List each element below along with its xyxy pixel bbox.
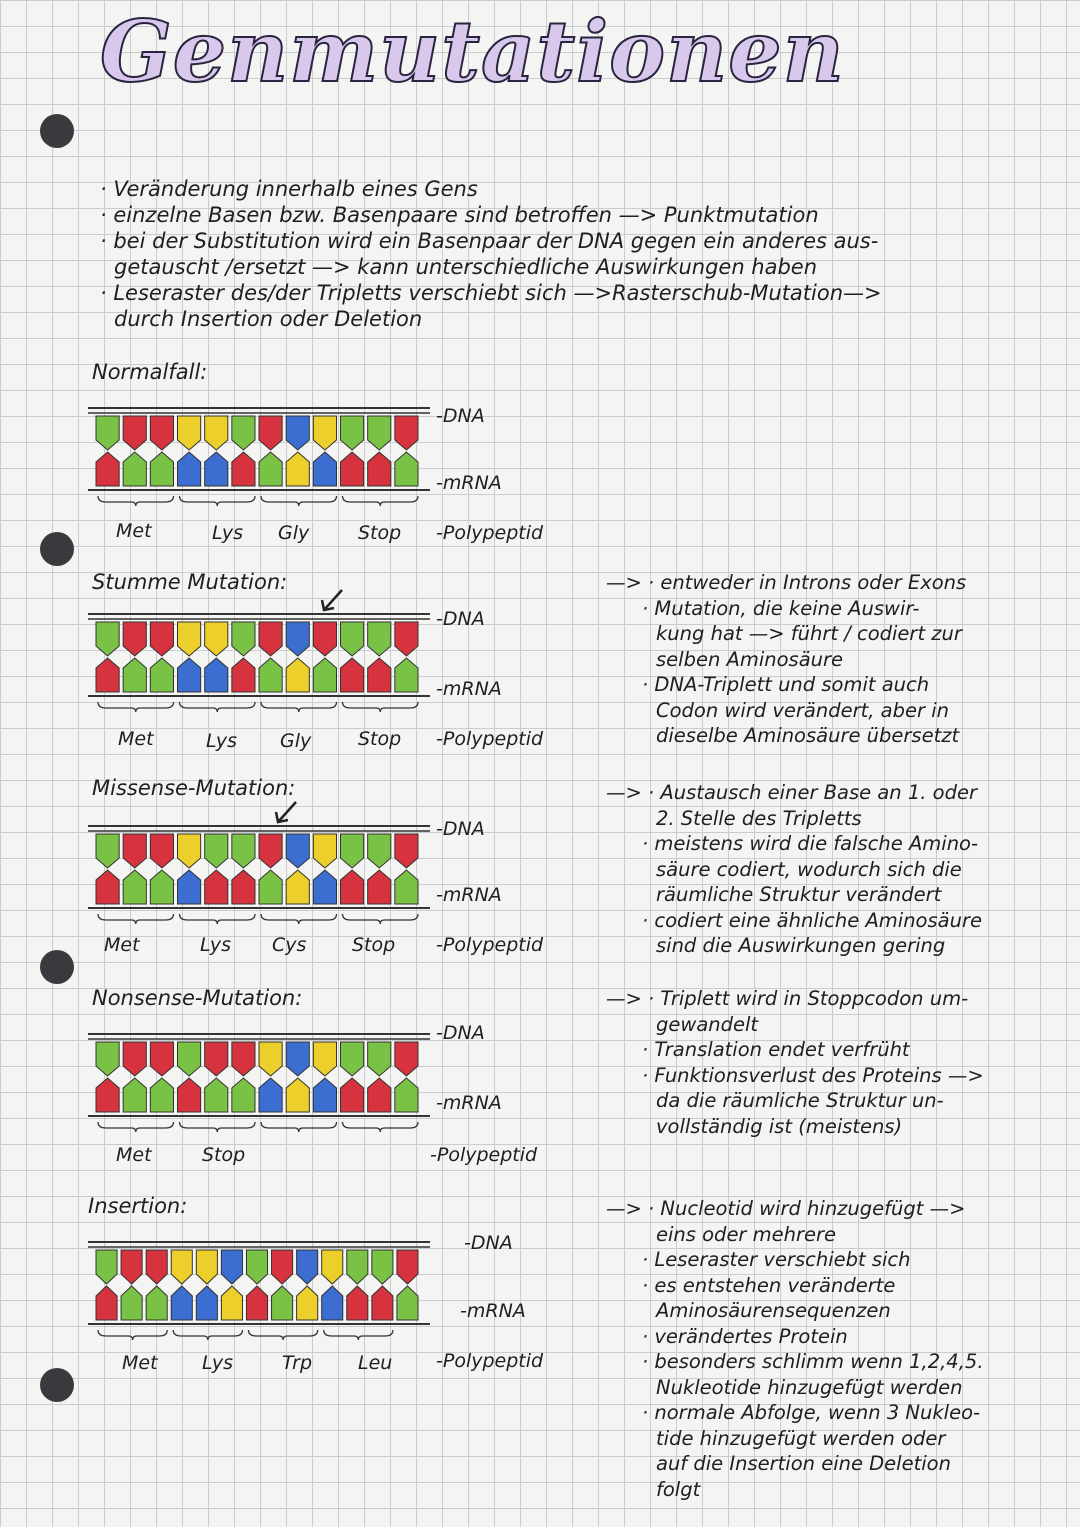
- dna-base: [259, 1042, 282, 1076]
- codon-brace: [248, 1330, 317, 1340]
- dna-base: [259, 416, 282, 450]
- mrna-label: -mRNA: [436, 1092, 502, 1114]
- codon-brace: [98, 1330, 167, 1340]
- note-line: auf die Insertion eine Deletion: [656, 1452, 951, 1475]
- mrna-base: [368, 1078, 391, 1112]
- mutation-arrow-icon: [272, 798, 302, 828]
- mrna-base: [232, 452, 255, 486]
- codon-brace: [98, 914, 174, 924]
- mrna-base: [313, 658, 336, 692]
- dna-base: [397, 1250, 418, 1284]
- dna-base: [368, 416, 391, 450]
- dna-base: [286, 416, 309, 450]
- note-line: räumliche Struktur verändert: [656, 883, 942, 906]
- dna-base: [96, 416, 119, 450]
- mrna-base: [313, 1078, 336, 1112]
- amino-acid-label: Gly: [278, 522, 310, 544]
- codon-brace: [173, 1330, 242, 1340]
- amino-acid-label: Stop: [358, 728, 402, 750]
- mrna-base: [259, 870, 282, 904]
- mrna-base: [372, 1286, 393, 1320]
- note-line: · DNA-Triplett und somit auch: [642, 673, 930, 696]
- note-line: selben Aminosäure: [656, 647, 844, 671]
- mrna-label: -mRNA: [436, 678, 502, 700]
- codon-brace: [98, 702, 174, 712]
- mrna-base: [259, 452, 282, 486]
- notes-missense-mutation: [606, 780, 1080, 959]
- dna-base: [146, 1250, 167, 1284]
- mrna-base: [286, 658, 309, 692]
- codon-brace: [261, 914, 337, 924]
- intro-line: · Leseraster des/der Tripletts verschiebt sich —>Rasterschub-Mutation—>: [100, 281, 882, 305]
- dna-base: [341, 1042, 364, 1076]
- dna-base: [286, 622, 309, 656]
- dna-base: [322, 1250, 343, 1284]
- codon-brace: [343, 496, 419, 506]
- note-line: Aminosäurensequenzen: [656, 1299, 891, 1322]
- note-line: · Leseraster verschiebt sich: [642, 1248, 911, 1271]
- mrna-base: [395, 870, 418, 904]
- dna-base: [395, 1042, 418, 1076]
- amino-acid-label: Met: [116, 520, 152, 542]
- amino-acid-label: Met: [104, 934, 140, 956]
- dna-base: [232, 416, 255, 450]
- amino-acid-label: Cys: [272, 934, 307, 956]
- dna-base: [205, 622, 228, 656]
- mutation-arrow-icon: [318, 586, 348, 616]
- intro-line: · bei der Substitution wird ein Basenpaar der DNA gegen ein anderes aus-: [100, 229, 879, 253]
- codon-brace: [180, 1122, 256, 1132]
- amino-acid-label: Met: [116, 1144, 152, 1166]
- note-line: säure codiert, wodurch sich die: [656, 857, 962, 881]
- note-line: gewandelt: [656, 1012, 759, 1036]
- intro-line: · einzelne Basen bzw. Basenpaare sind betroffen —> Punktmutation: [100, 203, 819, 227]
- dna-base: [232, 622, 255, 656]
- dna-label: -DNA: [436, 818, 485, 840]
- amino-acid-label: Lys: [206, 730, 238, 752]
- section-heading-missense-mutation: Missense-Mutation:: [92, 776, 296, 800]
- dna-base: [341, 622, 364, 656]
- amino-acid-label: Stop: [358, 522, 402, 544]
- dna-base: [171, 1250, 192, 1284]
- dna-base: [347, 1250, 368, 1284]
- dna-diagram: [88, 610, 430, 712]
- dna-base: [395, 622, 418, 656]
- polypeptid-label: -Polypeptid: [436, 934, 544, 956]
- note-line: —> · Triplett wird in Stoppcodon um-: [606, 987, 969, 1010]
- amino-acid-label: Met: [122, 1352, 158, 1374]
- dna-label: -DNA: [436, 608, 485, 630]
- note-line: eins oder mehrere: [656, 1222, 837, 1246]
- dna-base: [121, 1250, 142, 1284]
- note-line: —> · entweder in Introns oder Exons: [606, 571, 967, 594]
- mrna-base: [123, 658, 146, 692]
- mrna-base: [232, 658, 255, 692]
- mrna-base: [341, 870, 364, 904]
- dna-base: [205, 1042, 228, 1076]
- codon-brace: [180, 914, 256, 924]
- mrna-base: [397, 1286, 418, 1320]
- codon-brace: [261, 1122, 337, 1132]
- mrna-base: [96, 870, 119, 904]
- amino-acid-label: Lys: [202, 1352, 234, 1374]
- mrna-base: [395, 452, 418, 486]
- codon-brace: [180, 702, 256, 712]
- codon-brace: [98, 496, 174, 506]
- codon-brace: [180, 496, 256, 506]
- section-heading-insertion: Insertion:: [88, 1194, 188, 1218]
- amino-acid-label: Stop: [202, 1144, 246, 1166]
- note-line: —> · Austausch einer Base an 1. oder: [606, 781, 977, 804]
- dna-strip-insertion: [88, 1238, 430, 1340]
- dna-base: [150, 416, 173, 450]
- dna-base: [178, 416, 201, 450]
- intro-line: getauscht /ersetzt —> kann unterschiedliche Auswirkungen haben: [114, 255, 818, 279]
- mrna-base: [286, 452, 309, 486]
- dna-base: [150, 834, 173, 868]
- mrna-base: [96, 1286, 117, 1320]
- note-line: kung hat —> führt / codiert zur: [656, 622, 962, 645]
- dna-base: [96, 622, 119, 656]
- mrna-base: [121, 1286, 142, 1320]
- note-line: · besonders schlimm wenn 1,2,4,5.: [642, 1350, 984, 1373]
- mrna-base: [96, 1078, 119, 1112]
- dna-base: [205, 416, 228, 450]
- mrna-label: -mRNA: [436, 472, 502, 494]
- note-line: 2. Stelle des Tripletts: [656, 806, 862, 830]
- dna-strip-missense-mutation: [88, 822, 430, 924]
- dna-base: [96, 1042, 119, 1076]
- mrna-label: -mRNA: [436, 884, 502, 906]
- dna-base: [286, 834, 309, 868]
- dna-base: [259, 622, 282, 656]
- dna-base: [297, 1250, 318, 1284]
- note-line: · meistens wird die falsche Amino-: [642, 832, 979, 855]
- note-line: Nukleotide hinzugefügt werden: [656, 1375, 963, 1399]
- polypeptid-label: -Polypeptid: [430, 1144, 538, 1166]
- note-line: vollständig ist (meistens): [656, 1114, 903, 1138]
- note-line: folgt: [656, 1477, 701, 1501]
- note-line: · verändertes Protein: [642, 1324, 848, 1348]
- dna-base: [96, 1250, 117, 1284]
- polypeptid-label: -Polypeptid: [436, 1350, 544, 1372]
- dna-diagram: [88, 822, 430, 924]
- intro-line: durch Insertion oder Deletion: [114, 307, 423, 331]
- mrna-base: [205, 870, 228, 904]
- codon-brace: [261, 496, 337, 506]
- dna-base: [395, 834, 418, 868]
- mrna-base: [368, 658, 391, 692]
- dna-base: [232, 834, 255, 868]
- notes-insertion: [606, 1196, 1080, 1502]
- dna-label: -DNA: [436, 1022, 485, 1044]
- mrna-base: [150, 870, 173, 904]
- mrna-base: [123, 452, 146, 486]
- mrna-base: [341, 452, 364, 486]
- note-line: tide hinzugefügt werden oder: [656, 1426, 946, 1450]
- mrna-base: [150, 658, 173, 692]
- dna-label: -DNA: [464, 1232, 513, 1254]
- dna-base: [123, 834, 146, 868]
- notes-stumme-mutation: [606, 570, 1080, 749]
- dna-diagram: [88, 404, 430, 506]
- dna-base: [368, 622, 391, 656]
- note-line: · codiert eine ähnliche Aminosäure: [642, 908, 982, 932]
- amino-acid-label: Met: [118, 728, 154, 750]
- punch-hole: [40, 114, 74, 148]
- section-heading-normalfall: Normalfall:: [92, 360, 208, 384]
- mrna-base: [272, 1286, 293, 1320]
- note-line: · normale Abfolge, wenn 3 Nukleo-: [642, 1401, 981, 1424]
- mrna-base: [322, 1286, 343, 1320]
- amino-acid-label: Trp: [282, 1352, 313, 1374]
- codon-brace: [261, 702, 337, 712]
- mrna-base: [313, 870, 336, 904]
- mrna-base: [395, 658, 418, 692]
- dna-base: [272, 1250, 293, 1284]
- amino-acid-label: Lys: [200, 934, 232, 956]
- page-title: Genmutationen: [100, 2, 845, 101]
- dna-base: [368, 834, 391, 868]
- intro-notes: [100, 176, 1080, 332]
- codon-brace: [324, 1330, 393, 1340]
- mrna-base: [96, 658, 119, 692]
- dna-base: [341, 834, 364, 868]
- mrna-base: [341, 1078, 364, 1112]
- dna-base: [313, 416, 336, 450]
- dna-base: [178, 834, 201, 868]
- mrna-base: [286, 870, 309, 904]
- note-line: · Funktionsverlust des Proteins —>: [642, 1063, 984, 1087]
- dna-diagram: [88, 1238, 430, 1340]
- amino-acid-label: Stop: [352, 934, 396, 956]
- dna-base: [178, 1042, 201, 1076]
- dna-base: [196, 1250, 217, 1284]
- mrna-base: [313, 452, 336, 486]
- punch-hole: [40, 950, 74, 984]
- mrna-base: [205, 658, 228, 692]
- intro-line: · Veränderung innerhalb eines Gens: [100, 177, 478, 201]
- mrna-label: -mRNA: [460, 1300, 526, 1322]
- punch-hole: [40, 532, 74, 566]
- mrna-base: [196, 1286, 217, 1320]
- dna-base: [246, 1250, 267, 1284]
- codon-brace: [343, 1122, 419, 1132]
- mrna-base: [347, 1286, 368, 1320]
- mrna-base: [123, 870, 146, 904]
- dna-base: [313, 622, 336, 656]
- mrna-base: [259, 1078, 282, 1112]
- dna-base: [341, 416, 364, 450]
- dna-strip-nonsense-mutation: [88, 1030, 430, 1132]
- dna-label: -DNA: [436, 405, 485, 427]
- dna-base: [123, 416, 146, 450]
- dna-diagram: [88, 1030, 430, 1132]
- dna-base: [96, 834, 119, 868]
- notes-nonsense-mutation: [606, 986, 1080, 1139]
- mrna-base: [259, 658, 282, 692]
- dna-base: [368, 1042, 391, 1076]
- note-line: dieselbe Aminosäure übersetzt: [656, 724, 960, 747]
- mrna-base: [123, 1078, 146, 1112]
- mrna-base: [368, 452, 391, 486]
- dna-base: [372, 1250, 393, 1284]
- dna-base: [313, 834, 336, 868]
- mrna-base: [232, 870, 255, 904]
- section-heading-nonsense-mutation: Nonsense-Mutation:: [92, 986, 303, 1010]
- punch-hole: [40, 1368, 74, 1402]
- mrna-base: [178, 658, 201, 692]
- polypeptid-label: -Polypeptid: [436, 728, 544, 750]
- note-line: · Mutation, die keine Auswir-: [642, 596, 920, 620]
- dna-base: [150, 1042, 173, 1076]
- mrna-base: [221, 1286, 242, 1320]
- dna-base: [221, 1250, 242, 1284]
- mrna-base: [146, 1286, 167, 1320]
- note-line: Codon wird verändert, aber in: [656, 698, 949, 722]
- mrna-base: [286, 1078, 309, 1112]
- note-line: da die räumliche Struktur un-: [656, 1089, 944, 1112]
- note-line: sind die Auswirkungen gering: [656, 934, 946, 957]
- amino-acid-label: Leu: [358, 1352, 393, 1374]
- amino-acid-label: Gly: [280, 730, 312, 752]
- codon-brace: [343, 702, 419, 712]
- mrna-base: [150, 1078, 173, 1112]
- dna-base: [150, 622, 173, 656]
- mrna-base: [171, 1286, 192, 1320]
- note-line: · Translation endet verfrüht: [642, 1038, 910, 1061]
- mrna-base: [205, 1078, 228, 1112]
- dna-base: [178, 622, 201, 656]
- mrna-base: [178, 452, 201, 486]
- dna-base: [395, 416, 418, 450]
- mrna-base: [232, 1078, 255, 1112]
- codon-brace: [343, 914, 419, 924]
- mrna-base: [178, 1078, 201, 1112]
- mrna-base: [96, 452, 119, 486]
- mrna-base: [205, 452, 228, 486]
- note-line: · es entstehen veränderte: [642, 1273, 896, 1297]
- dna-base: [232, 1042, 255, 1076]
- mrna-base: [150, 452, 173, 486]
- dna-base: [123, 622, 146, 656]
- mrna-base: [178, 870, 201, 904]
- dna-base: [313, 1042, 336, 1076]
- dna-strip-normalfall: [88, 404, 430, 506]
- mrna-base: [246, 1286, 267, 1320]
- mrna-base: [368, 870, 391, 904]
- polypeptid-label: -Polypeptid: [436, 522, 544, 544]
- note-line: —> · Nucleotid wird hinzugefügt —>: [606, 1197, 966, 1220]
- section-heading-stumme-mutation: Stumme Mutation:: [92, 570, 288, 594]
- mrna-base: [297, 1286, 318, 1320]
- mrna-base: [341, 658, 364, 692]
- amino-acid-label: Lys: [212, 522, 244, 544]
- dna-strip-stumme-mutation: [88, 610, 430, 712]
- dna-base: [286, 1042, 309, 1076]
- dna-base: [259, 834, 282, 868]
- mrna-base: [395, 1078, 418, 1112]
- codon-brace: [98, 1122, 174, 1132]
- dna-base: [205, 834, 228, 868]
- dna-base: [123, 1042, 146, 1076]
